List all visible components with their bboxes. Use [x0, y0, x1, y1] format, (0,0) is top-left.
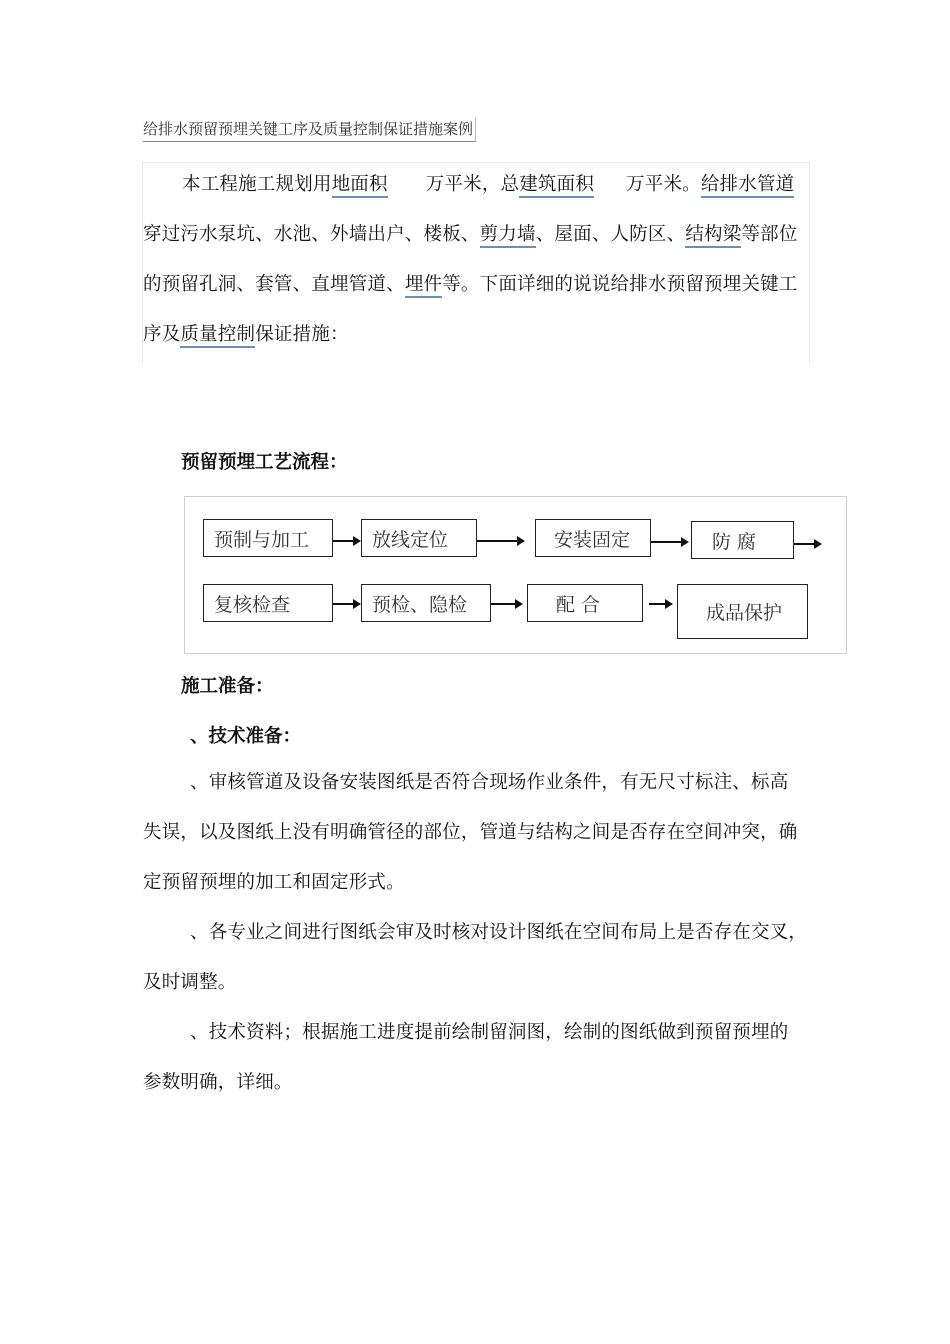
flow-step: 预检、隐检 [361, 584, 491, 622]
underlined-term: 剪力墙 [480, 224, 536, 248]
flow-step: 安装固定 [535, 519, 651, 557]
intro-line-2 [143, 210, 798, 260]
tech-prep-heading: 、技术准备： [190, 726, 302, 747]
intro-text: 等部位 [741, 224, 798, 245]
intro-line-1 [182, 160, 794, 210]
prep-heading: 施工准备： [181, 676, 274, 697]
item-2-line-2: 及时调整。 [143, 972, 237, 993]
flow-step: 预制与加工 [203, 519, 333, 557]
flow-arrow [333, 603, 359, 605]
intro-text: 等。下面详细的说说给排水预留预埋关键工 [442, 274, 798, 295]
item-3-line-1: 、技术资料；根据施工进度提前绘制留洞图，绘制的图纸做到预留预埋的 [190, 1022, 789, 1043]
flow-arrow [651, 541, 687, 543]
intro-text: 的预留孔洞、套管、直埋管道、 [143, 274, 405, 295]
intro-text: 万平米。 [626, 174, 701, 195]
flow-step: 放线定位 [361, 519, 477, 557]
item-1-line-1: 、审核管道及设备安装图纸是否符合现场作业条件，有无尺寸标注、标高 [190, 772, 789, 793]
underlined-term: 埋件 [405, 274, 442, 298]
item-1-line-2: 失误，以及图纸上没有明确管径的部位，管道与结构之间是否存在空间冲突，确 [143, 822, 798, 843]
underlined-term: 结构梁 [685, 224, 741, 248]
flow-arrow [491, 603, 521, 605]
flow-arrow [649, 603, 671, 605]
intro-text: 、屋面、人防区、 [535, 224, 686, 245]
intro-line-4 [143, 310, 349, 360]
flow-arrow [794, 543, 820, 545]
flow-step: 配 合 [527, 584, 643, 622]
underlined-term: 给排水管道 [701, 174, 795, 198]
underlined-term: 建筑面积 [519, 174, 594, 198]
item-2-line-1: 、各专业之间进行图纸会审及时核对设计图纸在空间布局上是否存在交叉， [190, 922, 808, 943]
intro-text: 穿过污水泵坑、水池、外墙出户、楼板、 [143, 224, 480, 245]
flow-step: 防 腐 [691, 521, 794, 559]
intro-text: 保证措施： [255, 324, 349, 345]
intro-text: 序及 [143, 324, 181, 345]
flow-arrow [333, 540, 359, 542]
intro-text: 本工程施工规划用 [182, 174, 332, 195]
underlined-term: 质量控制 [180, 324, 255, 348]
intro-line-3 [143, 260, 798, 310]
document-title: 给排水预留预埋关键工序及质量控制保证措施案例 [143, 118, 476, 142]
item-3-line-2: 参数明确，详细。 [143, 1072, 293, 1093]
intro-text: 万平米，总 [425, 174, 520, 195]
flow-step: 复核检查 [203, 584, 333, 622]
process-flowchart [184, 496, 847, 654]
flow-step: 成品保护 [677, 584, 808, 639]
underlined-term: 地面积 [332, 174, 388, 198]
flow-arrow [477, 540, 523, 542]
item-1-line-3: 定预留预埋的加工和固定形式。 [143, 872, 405, 893]
flow-heading: 预留预埋工艺流程： [181, 452, 348, 473]
